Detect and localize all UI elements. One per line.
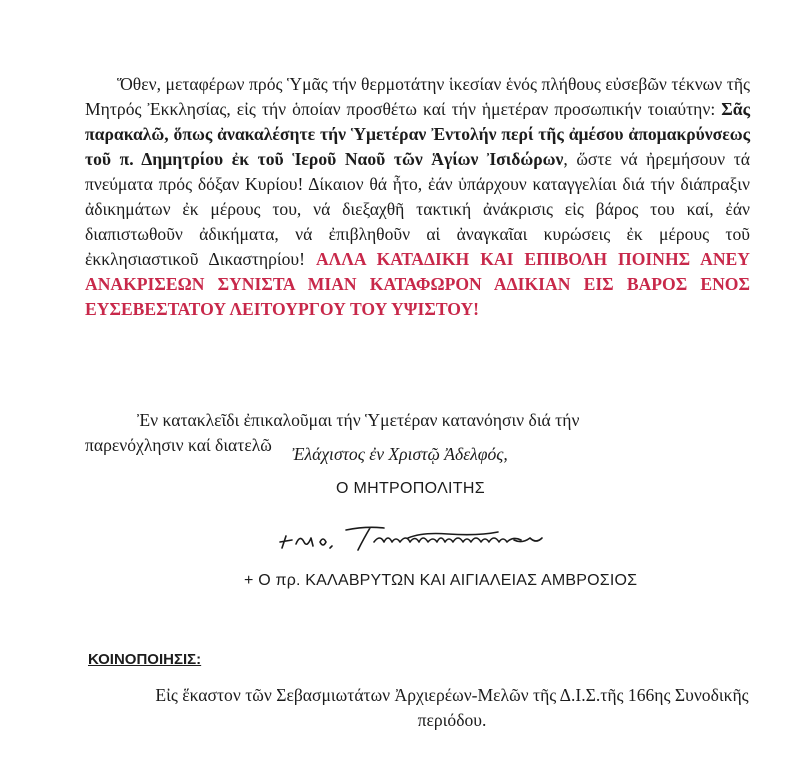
closing-line-2: παρενόχλησιν καί διατελῶ xyxy=(85,434,272,455)
signature-scribble xyxy=(278,518,558,558)
handwritten-signature xyxy=(278,518,558,558)
salutation: Ἐλάχιστος ἐν Χριστῷ Ἀδελφός, xyxy=(292,444,508,464)
signer-name: + Ο πρ. ΚΑΛΑΒΡΥΤΩΝ ΚΑΙ ΑΙΓΙΑΛΕΙΑΣ ΑΜΒΡΟΣΙΟΣ xyxy=(244,572,638,589)
emphasis-red-text: ΑΛΛΑ ΚΑΤΑΔΙΚΗ ΚΑΙ ΕΠΙΒΟΛΗ ΠΟΙΝΗΣ ΑΝΕΥ ΑΝΑΚΡΙΣΕΩΝ ΣΥΝΙΣΤΑ ΜΙΑΝ ΚΑΤΑΦΩΡΟΝ ΑΔΙΚΙΑΝ ΕΙΣ ΒΑΡΟΣ ΕΝΟΣ ΕΥΣΕΒΕΣΤΑΤΟΥ ΛΕΙΤΟΥΡΓΟΥ ΤΟΥ ΥΨΙΣΤΟΥ! xyxy=(85,248,750,319)
closing-line-1: Ἐν κατακλεῖδι ἐπικαλοῦμαι τήν Ὑμετέραν κατανόησιν διά τήν xyxy=(137,409,580,430)
cc-recipients: Εἰς ἕκαστον τῶν Σεβασμιωτάτων Ἀρχιερέων-Μελῶν τῆς Δ.Ι.Σ.τῆς 166ης Συνοδικῆς περιόδου. xyxy=(155,685,749,730)
signer-title: Ο ΜΗΤΡΟΠΟΛΙΤΗΣ xyxy=(336,480,485,497)
request-bold-text: Σᾶς παρακαλῶ, ὅπως ἀνακαλέσητε τήν Ὑμετέραν Ἐντολήν περί τῆς ἀμέσου ἀπομακρύνσεως τοῦ π. Δημητρίου ἐκ τοῦ Ἱεροῦ Ναοῦ τῶν Ἁγίων Ἰσιδώρων xyxy=(85,98,750,169)
continuation-text: , ὥστε νά ἠρεμήσουν τά πνεύματα πρός δόξαν Κυρίου! Δίκαιον θά ἦτο, ἐάν ὑπάρχουν καταγγελίαι διά τήν διάπραξιν ἀδικημάτων ἐκ μέρους του, νά διεξαχθῆ τακτική ἀνάκρισις εἰς βάρος του καί, ἐάν διαπιστωθοῦν ἀδικήματα, νά ἐπιβληθοῦν αἱ ἀναγκαῖαι κυρώσεις ἐκ μέρους τοῦ ἐκκλησιαστικοῦ Δικαστηρίου! xyxy=(85,148,750,269)
intro-text: Ὅθεν, μεταφέρων πρός Ὑμᾶς τήν θερμοτάτην ἱκεσίαν ἑνός πλήθους εὐσεβῶν τέκνων τῆς Μητρός Ἐκκλησίας, εἰς τήν ὁποίαν προσθέτω καί τήν ἡμετέραν προσωπικήν τοιαύτην: xyxy=(85,73,750,119)
cc-heading: ΚΟΙΝΟΠΟΙΗΣΙΣ: xyxy=(88,651,202,668)
body-paragraph xyxy=(85,72,750,322)
